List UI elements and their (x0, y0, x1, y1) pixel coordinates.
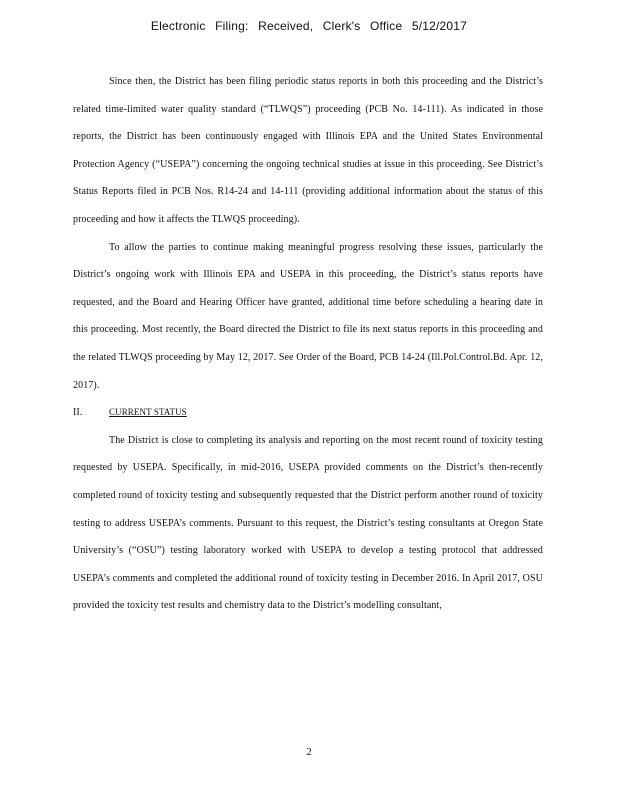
section-title: CURRENT STATUS (109, 407, 187, 418)
document-body (73, 68, 543, 620)
paragraph-status-reports: Since then, the District has been filing periodic status reports in both this proceeding and the District’s related time-limited water quality standard (“TLWQS”) proceeding (PCB No. 14-111). As indicated in those reports, the District has been continuously engaged with Illinois EPA and the United States Environmental Protection Agency (“USEPA”) concerning the ongoing technical studies at issue in this proceeding. See District’s Status Reports filed in PCB Nos. R14-24 and 14-111 (providing additional information about the status of this proceeding and how it affects the TLWQS proceeding). (73, 76, 543, 225)
filing-stamp-header: Electronic Filing: Received, Clerk's Office 5/12/2017 (150, 19, 468, 33)
section-number: II. (73, 407, 83, 419)
page-number: 2 (306, 746, 312, 758)
section-heading (73, 399, 543, 427)
paragraph-additional-time: To allow the parties to continue making meaningful progress resolving these issues, particularly the District’s ongoing work with Illinois EPA and USEPA in this proceeding, the District’s status reports have requested, and the Board and Hearing Officer have granted, additional time before scheduling a hearing date in this proceeding. Most recently, the Board directed the District to file its next status reports in this proceeding and the related TLWQS proceeding by May 12, 2017. See Order of the Board, PCB 14-24 (Ill.Pol.Control.Bd. Apr. 12, 2017). (73, 241, 543, 391)
paragraph-current-status: The District is close to completing its analysis and reporting on the most recent round of toxicity testing requested by USEPA. Specifically, in mid-2016, USEPA provided comments on the District’s then-recently completed round of toxicity testing and subsequently requested that the District perform another round of toxicity testing to address USEPA’s comments. Pursuant to this request, the District’s testing consultants at Oregon State University’s (“OSU”) testing laboratory worked with USEPA to develop a testing protocol that addressed USEPA’s comments and completed the additional round of toxicity testing in December 2016. In April 2017, OSU provided the toxicity test results and chemistry data to the District’s modelling consultant, (73, 434, 543, 612)
